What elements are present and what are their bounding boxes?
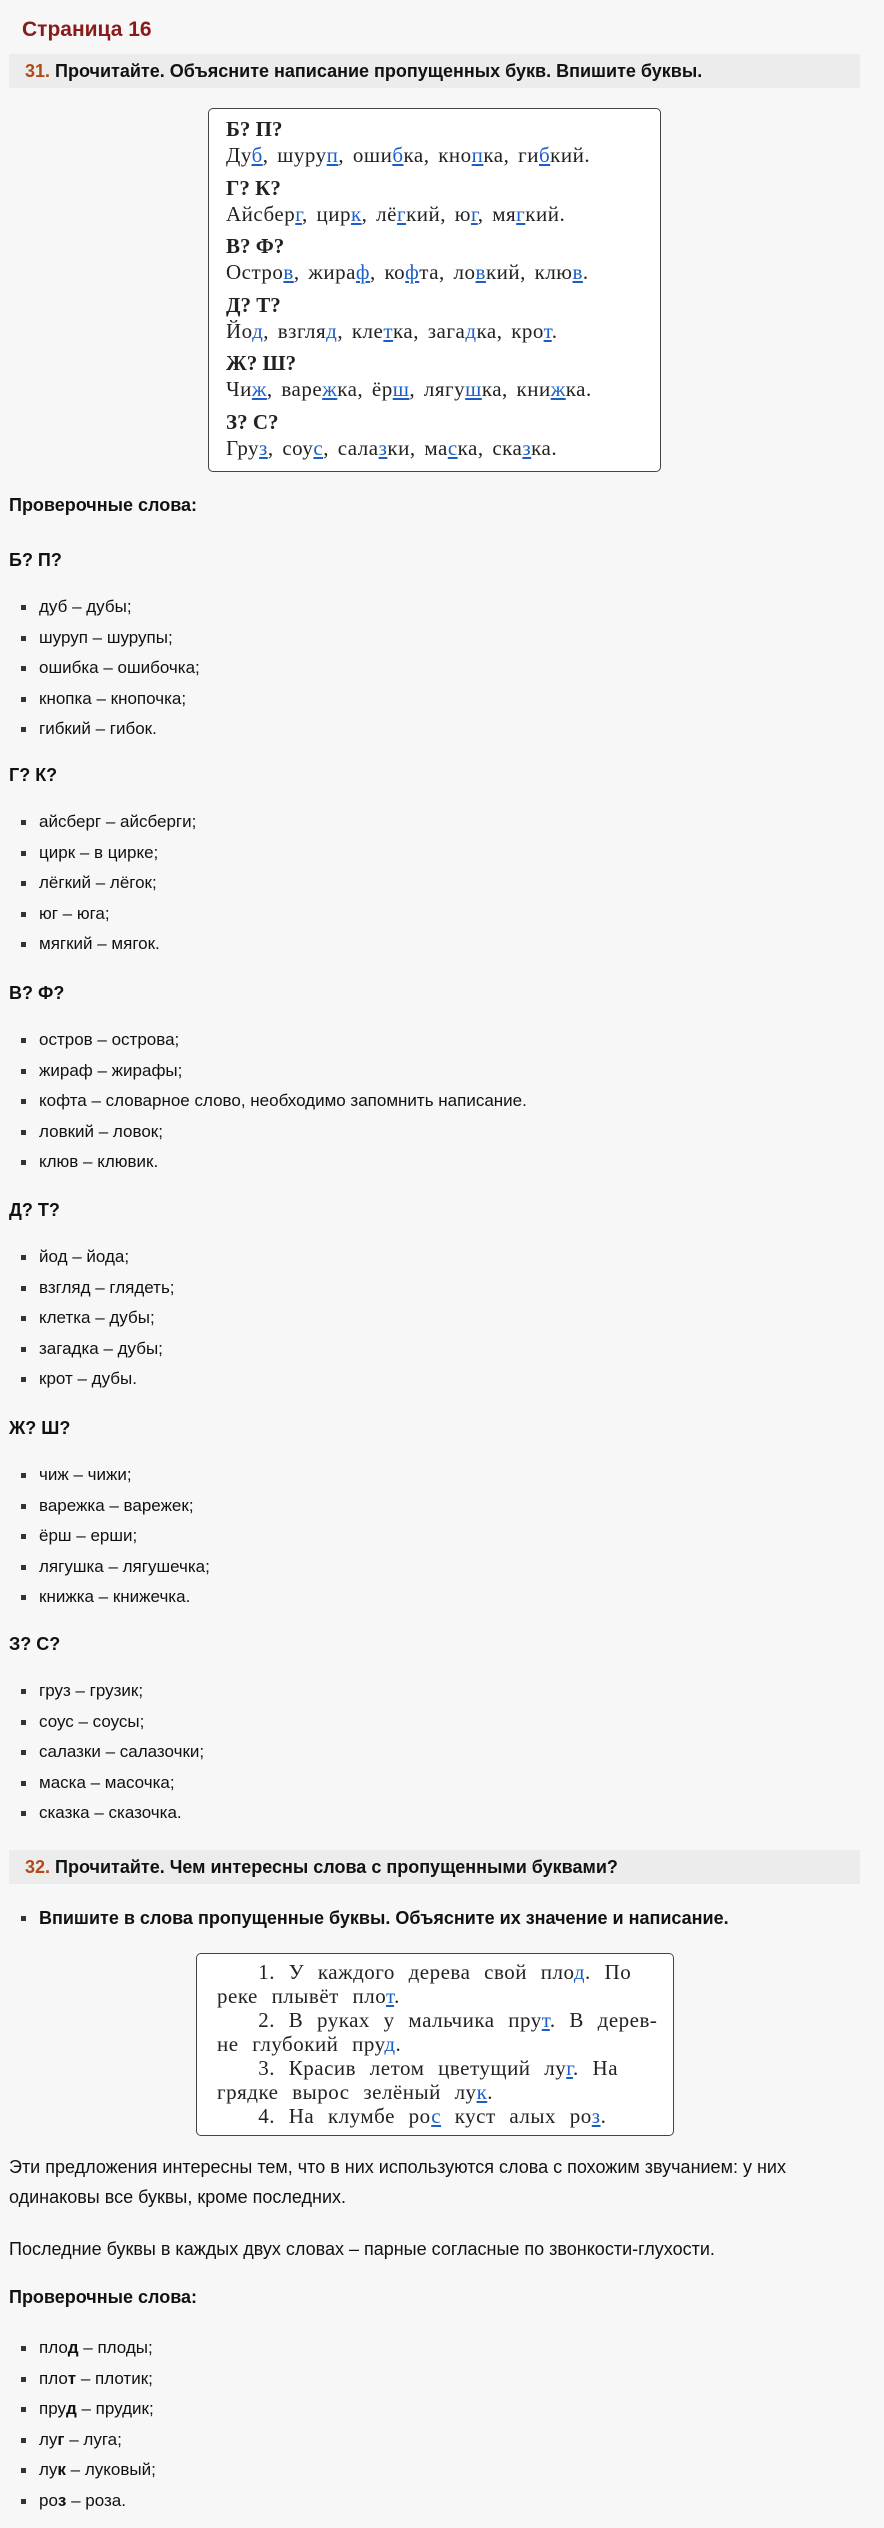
list-item: ловкий – ловок; bbox=[9, 1117, 527, 1148]
word-text: ка, ска bbox=[457, 435, 523, 460]
word-text: не глубокий пру bbox=[217, 2032, 385, 2056]
word-text: 1. У каждого дерева свой пло bbox=[217, 1960, 574, 1984]
word-text: ка, ёр bbox=[337, 377, 393, 401]
inserted-letter: ж bbox=[251, 377, 267, 401]
check-word: – плотик; bbox=[76, 2368, 153, 2388]
word-text: та, ло bbox=[419, 260, 476, 284]
word-text: ка. bbox=[531, 435, 558, 460]
word-line bbox=[226, 319, 558, 344]
task-32-instruction: Впишите в слова пропущенные буквы. Объясните их значение и написание. bbox=[9, 1908, 729, 1929]
word-text: Остро bbox=[226, 260, 284, 284]
list-item: шуруп – шурупы; bbox=[9, 623, 200, 654]
list-item bbox=[9, 2455, 156, 2486]
word-text: ка, кро bbox=[476, 318, 544, 343]
inserted-letter: п bbox=[471, 143, 484, 167]
word-text: . На bbox=[573, 2056, 619, 2080]
letter-pair-header: Г? К? bbox=[226, 175, 281, 200]
inserted-letter: т bbox=[386, 1984, 395, 2008]
list-item: айсберг – айсберги; bbox=[9, 807, 196, 838]
explanation-paragraph-1: Эти предложения интересны тем, что в них используются слова с похожим звучанием: у них одинаковы все буквы, кроме последних. bbox=[9, 2157, 786, 2207]
list-item: юг – юга; bbox=[9, 899, 196, 930]
list-item bbox=[9, 2333, 156, 2364]
list-item bbox=[9, 2425, 156, 2456]
word-text: . bbox=[395, 2032, 402, 2056]
list-item: взгляд – глядеть; bbox=[9, 1273, 175, 1304]
list-item: маска – масочка; bbox=[9, 1768, 204, 1799]
inserted-letter: ж bbox=[322, 377, 338, 401]
check-word: – плоды; bbox=[78, 2338, 153, 2357]
word-text: ки, ма bbox=[387, 435, 448, 460]
inserted-letter: з bbox=[522, 435, 532, 460]
word-text: , соу bbox=[267, 435, 314, 460]
word-text: кий, клю bbox=[485, 260, 573, 284]
word-text: кий, ю bbox=[406, 201, 471, 226]
word-text: , оши bbox=[338, 143, 393, 167]
sentence-line bbox=[217, 1960, 631, 1985]
word-text: Ду bbox=[226, 143, 252, 167]
page-title: Страница 16 bbox=[22, 18, 152, 41]
list-item: сказка – сказочка. bbox=[9, 1798, 204, 1829]
list-item: ошибка – ошибочка; bbox=[9, 653, 200, 684]
task-31-header bbox=[9, 54, 860, 88]
word-text: , лягу bbox=[409, 377, 466, 401]
word-ending: д bbox=[67, 2338, 79, 2357]
word-stem: лу bbox=[39, 2460, 58, 2479]
group-title: З? С? bbox=[9, 1634, 61, 1654]
check-words-list bbox=[9, 1242, 175, 1395]
word-text: грядке вырос зелёный лу bbox=[217, 2080, 477, 2104]
inserted-letter: п bbox=[326, 143, 339, 167]
inserted-letter: ш bbox=[465, 377, 482, 401]
inserted-letter: г bbox=[566, 2056, 574, 2080]
inserted-letter: к bbox=[476, 2080, 488, 2104]
list-item bbox=[9, 2486, 156, 2517]
exercise-31-box bbox=[208, 108, 661, 472]
word-line bbox=[226, 377, 592, 402]
list-item: мягкий – мягок. bbox=[9, 929, 196, 960]
inserted-letter: т bbox=[543, 318, 552, 343]
word-text: , сала bbox=[323, 435, 379, 460]
list-item: кофта – словарное слово, необходимо запомнить написание. bbox=[9, 1086, 527, 1117]
task-32-number: 32. bbox=[25, 1857, 51, 1877]
word-line bbox=[226, 260, 589, 285]
inserted-letter: б bbox=[538, 143, 551, 167]
word-text: ка, кни bbox=[481, 377, 551, 401]
list-item bbox=[9, 2364, 156, 2395]
list-item: цирк – в цирке; bbox=[9, 838, 196, 869]
word-text: . По bbox=[585, 1960, 632, 1984]
inserted-letter: т bbox=[541, 2008, 550, 2032]
word-line bbox=[226, 436, 557, 461]
inserted-letter: г bbox=[295, 201, 302, 226]
list-item: книжка – книжечка. bbox=[9, 1582, 210, 1613]
word-text: . bbox=[394, 1984, 400, 2008]
inserted-letter: г bbox=[396, 201, 407, 226]
list-item: остров – острова; bbox=[9, 1025, 527, 1056]
check-word: – роза. bbox=[66, 2490, 126, 2510]
letter-pair-header: Б? П? bbox=[226, 117, 283, 141]
inserted-letter: ф bbox=[405, 260, 420, 284]
check-words-list-32 bbox=[9, 2333, 156, 2516]
list-item: лёгкий – лёгок; bbox=[9, 868, 196, 899]
task-31-text: Прочитайте. Объясните написание пропущенных букв. Впишите буквы. bbox=[50, 61, 703, 81]
list-item: загадка – дубы; bbox=[9, 1334, 175, 1365]
list-item: кнопка – кнопочка; bbox=[9, 684, 200, 715]
word-text: . bbox=[487, 2080, 494, 2104]
word-line bbox=[226, 143, 590, 168]
list-item: салазки – салазочки; bbox=[9, 1737, 204, 1768]
word-stem: пло bbox=[39, 2368, 68, 2388]
letter-pair-header: Ж? Ш? bbox=[226, 351, 297, 375]
list-item: клюв – клювик. bbox=[9, 1147, 527, 1178]
list-item: крот – дубы. bbox=[9, 1364, 175, 1395]
letter-pair-header: Д? Т? bbox=[226, 292, 281, 317]
word-stem: пру bbox=[39, 2399, 66, 2418]
inserted-letter: ф bbox=[355, 260, 371, 284]
exercise-32-box bbox=[196, 1953, 674, 2136]
word-text: Айсбер bbox=[226, 201, 296, 226]
word-ending: к bbox=[57, 2460, 66, 2479]
group-title: В? Ф? bbox=[9, 983, 65, 1003]
word-stem: ро bbox=[39, 2490, 58, 2510]
check-words-list bbox=[9, 807, 196, 960]
inserted-letter: в bbox=[475, 260, 486, 284]
inserted-letter: д bbox=[326, 318, 338, 343]
word-stem: пло bbox=[39, 2338, 68, 2357]
inserted-letter: б bbox=[392, 143, 404, 167]
letter-pair-header: В? Ф? bbox=[226, 234, 285, 258]
check-word: – луга; bbox=[64, 2429, 122, 2449]
list-item bbox=[9, 2394, 156, 2425]
inserted-letter: т bbox=[383, 318, 394, 343]
word-text: 2. В руках у мальчика пру bbox=[217, 2008, 542, 2032]
group-title: Ж? Ш? bbox=[9, 1418, 71, 1438]
word-text: . bbox=[600, 2104, 607, 2128]
word-text: Гру bbox=[226, 435, 260, 460]
check-word: – прудик; bbox=[76, 2399, 154, 2418]
word-text: куст алых ро bbox=[441, 2104, 592, 2128]
list-item: груз – грузик; bbox=[9, 1676, 204, 1707]
word-ending: т bbox=[67, 2368, 77, 2388]
word-text: Чи bbox=[226, 377, 252, 401]
inserted-letter: в bbox=[283, 260, 294, 284]
list-item: ёрш – ерши; bbox=[9, 1521, 210, 1552]
task-31-number: 31. bbox=[25, 61, 51, 81]
list-item: жираф – жирафы; bbox=[9, 1056, 527, 1087]
task-32-text: Прочитайте. Чем интересны слова с пропущенными буквами? bbox=[50, 1857, 618, 1877]
inserted-letter: д bbox=[573, 1960, 586, 1984]
inserted-letter: ж bbox=[550, 377, 566, 401]
word-text: , мя bbox=[477, 201, 517, 226]
letter-pair-header: З? С? bbox=[226, 409, 279, 434]
inserted-letter: к bbox=[350, 201, 362, 226]
check-words-title-32: Проверочные слова: bbox=[9, 2287, 198, 2307]
word-text: ка, зага bbox=[393, 318, 466, 343]
word-ending: г bbox=[57, 2429, 65, 2449]
word-text: ка. bbox=[565, 377, 592, 401]
list-item: соус – соусы; bbox=[9, 1707, 204, 1738]
check-words-list bbox=[9, 592, 200, 745]
word-text: , шуру bbox=[262, 143, 327, 167]
word-line bbox=[226, 202, 565, 227]
sentence-line bbox=[217, 2032, 401, 2057]
inserted-letter: с bbox=[447, 435, 458, 460]
word-text: 4. На клумбе ро bbox=[217, 2104, 432, 2128]
task-32-header bbox=[9, 1850, 860, 1884]
list-item: гибкий – гибок. bbox=[9, 714, 200, 745]
inserted-letter: д bbox=[252, 318, 264, 343]
word-text: , цир bbox=[301, 201, 351, 226]
inserted-letter: з bbox=[591, 2104, 601, 2128]
word-text: , взгля bbox=[263, 318, 327, 343]
word-text: , ко bbox=[370, 260, 406, 284]
explanation-paragraph-2: Последние буквы в каждых двух словах – парные согласные по звонкости-глухости. bbox=[9, 2239, 715, 2259]
list-item: чиж – чижи; bbox=[9, 1460, 210, 1491]
list-item: клетка – дубы; bbox=[9, 1303, 175, 1334]
inserted-letter: з bbox=[378, 435, 388, 460]
sentence-line bbox=[217, 2056, 618, 2081]
word-text: ка, кно bbox=[403, 143, 472, 167]
sentence-line bbox=[217, 2104, 606, 2129]
inserted-letter: з bbox=[259, 435, 268, 460]
word-stem: лу bbox=[39, 2429, 58, 2449]
inserted-letter: с bbox=[431, 2104, 442, 2128]
inserted-letter: б bbox=[251, 143, 263, 167]
group-title: Г? К? bbox=[9, 765, 58, 785]
check-words-list bbox=[9, 1025, 527, 1178]
word-text: реке плывёт пло bbox=[217, 1984, 387, 2008]
sentence-line bbox=[217, 2008, 657, 2033]
inserted-letter: г bbox=[470, 201, 478, 226]
word-text: 3. Красив летом цветущий лу bbox=[217, 2056, 567, 2080]
check-word: – луковый; bbox=[65, 2460, 156, 2479]
list-item: йод – йода; bbox=[9, 1242, 175, 1273]
list-item: варежка – варежек; bbox=[9, 1491, 210, 1522]
word-text: Йо bbox=[226, 318, 253, 343]
word-text: кий. bbox=[550, 143, 591, 167]
group-title: Б? П? bbox=[9, 550, 62, 570]
word-text: ка, ги bbox=[483, 143, 539, 167]
inserted-letter: ш bbox=[392, 377, 410, 401]
inserted-letter: г bbox=[516, 201, 526, 226]
group-title: Д? Т? bbox=[9, 1200, 60, 1220]
list-item: лягушка – лягушечка; bbox=[9, 1552, 210, 1583]
word-ending: з bbox=[57, 2490, 67, 2510]
list-item: дуб – дубы; bbox=[9, 592, 200, 623]
check-words-list bbox=[9, 1460, 210, 1613]
inserted-letter: д bbox=[384, 2032, 396, 2056]
check-words-list bbox=[9, 1676, 204, 1829]
word-text: . В дерев- bbox=[549, 2008, 658, 2032]
word-text: , лё bbox=[361, 201, 397, 226]
inserted-letter: с bbox=[313, 435, 324, 460]
word-text: , ваpе bbox=[266, 377, 323, 401]
inserted-letter: в bbox=[572, 260, 583, 284]
word-text: . bbox=[582, 260, 589, 284]
word-text: . bbox=[551, 318, 558, 343]
sentence-line bbox=[217, 2080, 493, 2105]
word-text: , кле bbox=[337, 318, 384, 343]
sentence-line bbox=[217, 1984, 400, 2009]
check-words-title: Проверочные слова: bbox=[9, 495, 198, 515]
word-ending: д bbox=[65, 2399, 77, 2418]
word-text: , жира bbox=[293, 260, 356, 284]
inserted-letter: д bbox=[465, 318, 477, 343]
word-text: кий. bbox=[525, 201, 566, 226]
